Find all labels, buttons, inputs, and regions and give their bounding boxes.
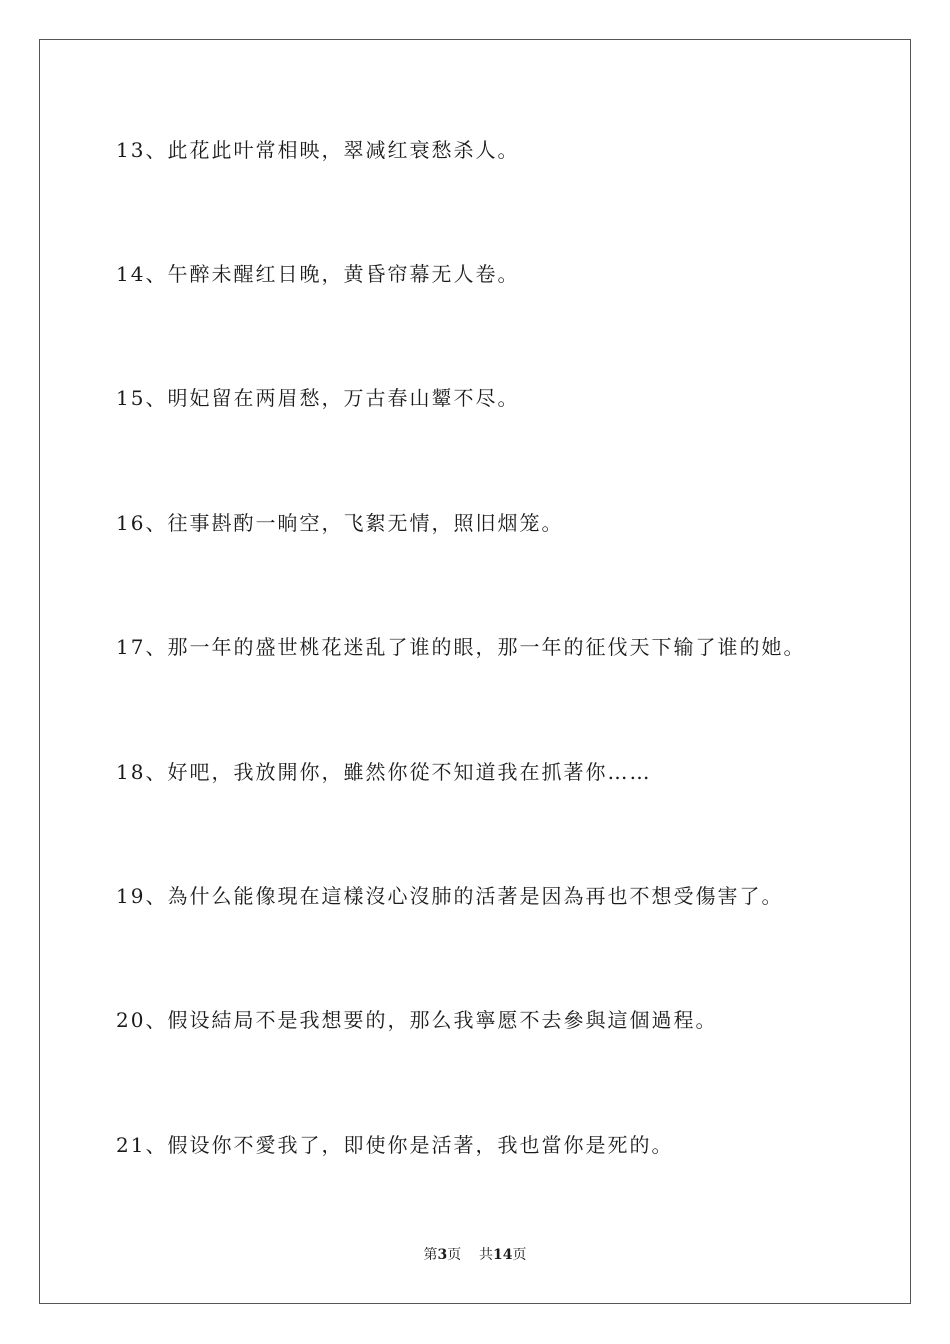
page-footer — [0, 1246, 950, 1264]
footer-prefix: 第 — [423, 1247, 438, 1263]
footer-page-number: 3 — [437, 1247, 448, 1263]
text-line-17: 17、那一年的盛世桃花迷乱了谁的眼，那一年的征伐天下输了谁的她。 — [116, 635, 806, 659]
text-line-20: 20、假设結局不是我想要的，那么我寧愿不去參與這個過程。 — [116, 1008, 718, 1032]
text-line-13: 13、此花此叶常相映，翠减红衰愁杀人。 — [116, 138, 520, 162]
text-line-15: 15、明妃留在两眉愁，万古春山颦不尽。 — [116, 386, 520, 410]
page-frame — [39, 39, 911, 1304]
footer-total-pages: 14 — [493, 1247, 513, 1263]
footer-total-suffix: 页 — [512, 1247, 527, 1263]
text-line-18: 18、好吧，我放開你，雖然你從不知道我在抓著你…… — [116, 760, 652, 784]
text-line-21: 21、假设你不愛我了，即使你是活著，我也當你是死的。 — [116, 1133, 674, 1157]
footer-page-suffix: 页 — [447, 1247, 462, 1263]
text-line-16: 16、往事斟酌一晌空，飞絮无情，照旧烟笼。 — [116, 511, 564, 535]
text-line-14: 14、午醉未醒红日晚，黄昏帘幕无人卷。 — [116, 262, 520, 286]
footer-total-prefix: 共 — [479, 1247, 494, 1263]
text-line-19: 19、為什么能像現在這樣沒心沒肺的活著是因為再也不想受傷害了。 — [116, 884, 784, 908]
